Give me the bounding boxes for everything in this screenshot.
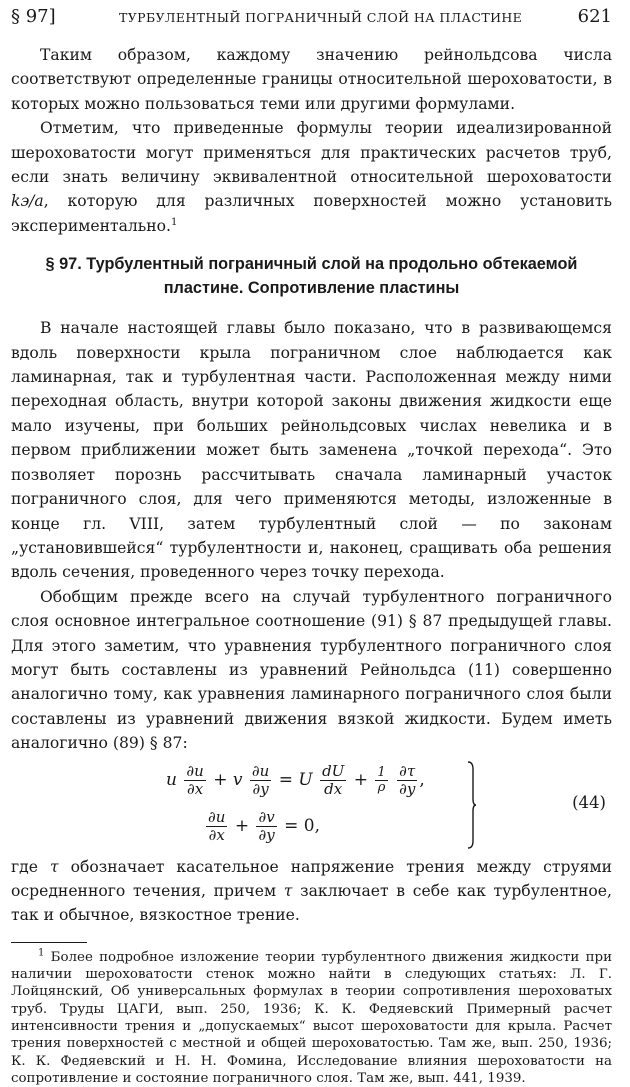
frac-den: ∂y [258, 825, 275, 844]
paragraph-5-text-b: обозначает касательное напряжение трения между струями осредненного течения, причем [11, 857, 612, 900]
frac-du-dx [184, 763, 205, 798]
tau-symbol: τ [283, 881, 293, 900]
frac-den: ∂x [186, 779, 204, 798]
paragraph-1: Таким образом, каждому значению рейнольдсова числа соответствуют определенные границы относительной шероховатости, в которых можно пользоваться теми или другими формулами. [11, 46, 612, 113]
frac-dU-dx [320, 763, 346, 798]
paragraph-2-text-b: , которую для различных поверхностей можно установить экспериментально. [11, 192, 612, 235]
section-heading-line-1: § 97. Турбулентный пограничный слой на продольно обтекаемой [45, 255, 578, 274]
eq-plus: + [213, 769, 228, 790]
right-brace-icon [467, 761, 477, 849]
frac-dv-dy [256, 809, 276, 844]
paragraph-5 [11, 855, 612, 928]
header-title: ТУРБУЛЕНТНЫЙ ПОГРАНИЧНЫЙ СЛОЙ НА ПЛАСТИНЕ [119, 10, 523, 25]
eq-equals: = [284, 815, 299, 836]
frac-den: dx [324, 779, 343, 798]
frac-den: ∂y [252, 779, 269, 798]
paragraph-3: В начале настоящей главы было показано, что в развивающемся вдоль поверхности крыла пограничном слое наблюдается как ламинарная, так и турбулентная части. Расположенная между ними переходная область, внутри которой законы движения жидкости еще мало изучены, при больших рейнольдсовых числах невелика и в первом приближении может быть заменена „точкой перехода“. Это позволяет порознь рассчитывать сначала ламинарный участок пограничного слоя, для чего применяются методы, изложенные в конце гл. VIII, затем турбулентный слой — по законам „установившейся“ турбулентности и, наконец, сращивать оба решения вдоль сечения, проведенного через точку перехода. [11, 319, 612, 582]
footnote [11, 949, 612, 1087]
frac-den: ∂x [208, 825, 225, 844]
frac-dtau-dy [397, 763, 417, 798]
equation-line-1 [166, 763, 425, 798]
footnote-text: Более подробное изложение теории турбулентного движения жидкости при наличии шероховатости стенок можно найти в следующих статьях: Л. Г. Лойцянский, Об универсальных формулах в теории сопротивления шероховатых труб. Труды ЦАГИ, вып. 250, 1936; К. К. Федяевский Примерный расчет интенсивности трения и „допускаемых“ высот шероховатости для крыла. Расчет трения поверхностей с местной и общей шероховатостью. Там же, вып. 250, 1936; К. К. Федяевский и Н. Н. Фомина, Исследование влияния шероховатости на сопротивление и состояние пограничного слоя. Там же, вып. 441, 1939. [11, 949, 612, 1086]
frac-num: dU [322, 761, 345, 780]
equation-line-2 [204, 809, 320, 844]
eq-equals: = [278, 769, 293, 790]
paragraph-2 [11, 116, 612, 238]
frac-num: ∂u [186, 761, 204, 780]
roughness-symbol: kэ/a [11, 192, 44, 211]
paragraph-5-text-c: заключает в себе как турбулентное, так и обычное, вязкостное трение. [11, 881, 612, 925]
eq-comma: , [419, 769, 425, 790]
frac-num: ∂u [251, 761, 270, 780]
eq-v: v [232, 769, 243, 790]
section-heading [11, 253, 612, 300]
eq-plus: + [353, 769, 368, 790]
header-section-ref: § 97] [11, 6, 56, 27]
eq-u: u [166, 769, 177, 790]
frac-den: ∂y [399, 779, 416, 798]
frac-num: 1 [377, 764, 386, 780]
frac-1-rho [375, 766, 387, 795]
frac-den: ρ [377, 779, 386, 795]
page-number: 621 [577, 6, 612, 27]
footnote-divider [11, 942, 87, 943]
frac-du-dy [250, 763, 271, 798]
footnote-marker: 1 [171, 216, 178, 228]
footnote-mark: 1 [38, 947, 45, 959]
eq-U: U [298, 769, 313, 790]
frac-num: ∂v [258, 807, 275, 826]
frac-du-dx [206, 809, 227, 844]
paragraph-2-text-a: Отметим, что приведенные формулы теории идеализированной шероховатости могут применяться для практических расчетов труб, если знать величину эквивалентной относительной шероховатости [11, 119, 612, 187]
frac-num: ∂u [208, 807, 226, 826]
paragraph-5-text-a: где [11, 857, 50, 876]
running-header [11, 6, 612, 30]
section-heading-line-2: пластине. Сопротивление пластины [163, 278, 460, 297]
equation-number: (44) [572, 792, 606, 812]
frac-num: ∂τ [397, 763, 417, 781]
paragraph-4: Обобщим прежде всего на случай турбулентного пограничного слоя основное интегральное соотношение (91) § 87 предыдущей главы. Для этого заметим, что уравнения турбулентного пограничного слоя могут быть составлены из уравнений Рейнольдса (11) совершенно аналогично тому, как уравнения ламинарного пограничного слоя были составлены из уравнений движения вязкой жидкости. Будем иметь аналогично (89) § 87: [11, 587, 612, 753]
page-body [11, 43, 612, 1087]
tau-symbol: τ [49, 857, 59, 876]
eq-zero: 0, [303, 815, 321, 836]
eq-plus: + [234, 815, 250, 836]
equation-44 [11, 759, 612, 853]
